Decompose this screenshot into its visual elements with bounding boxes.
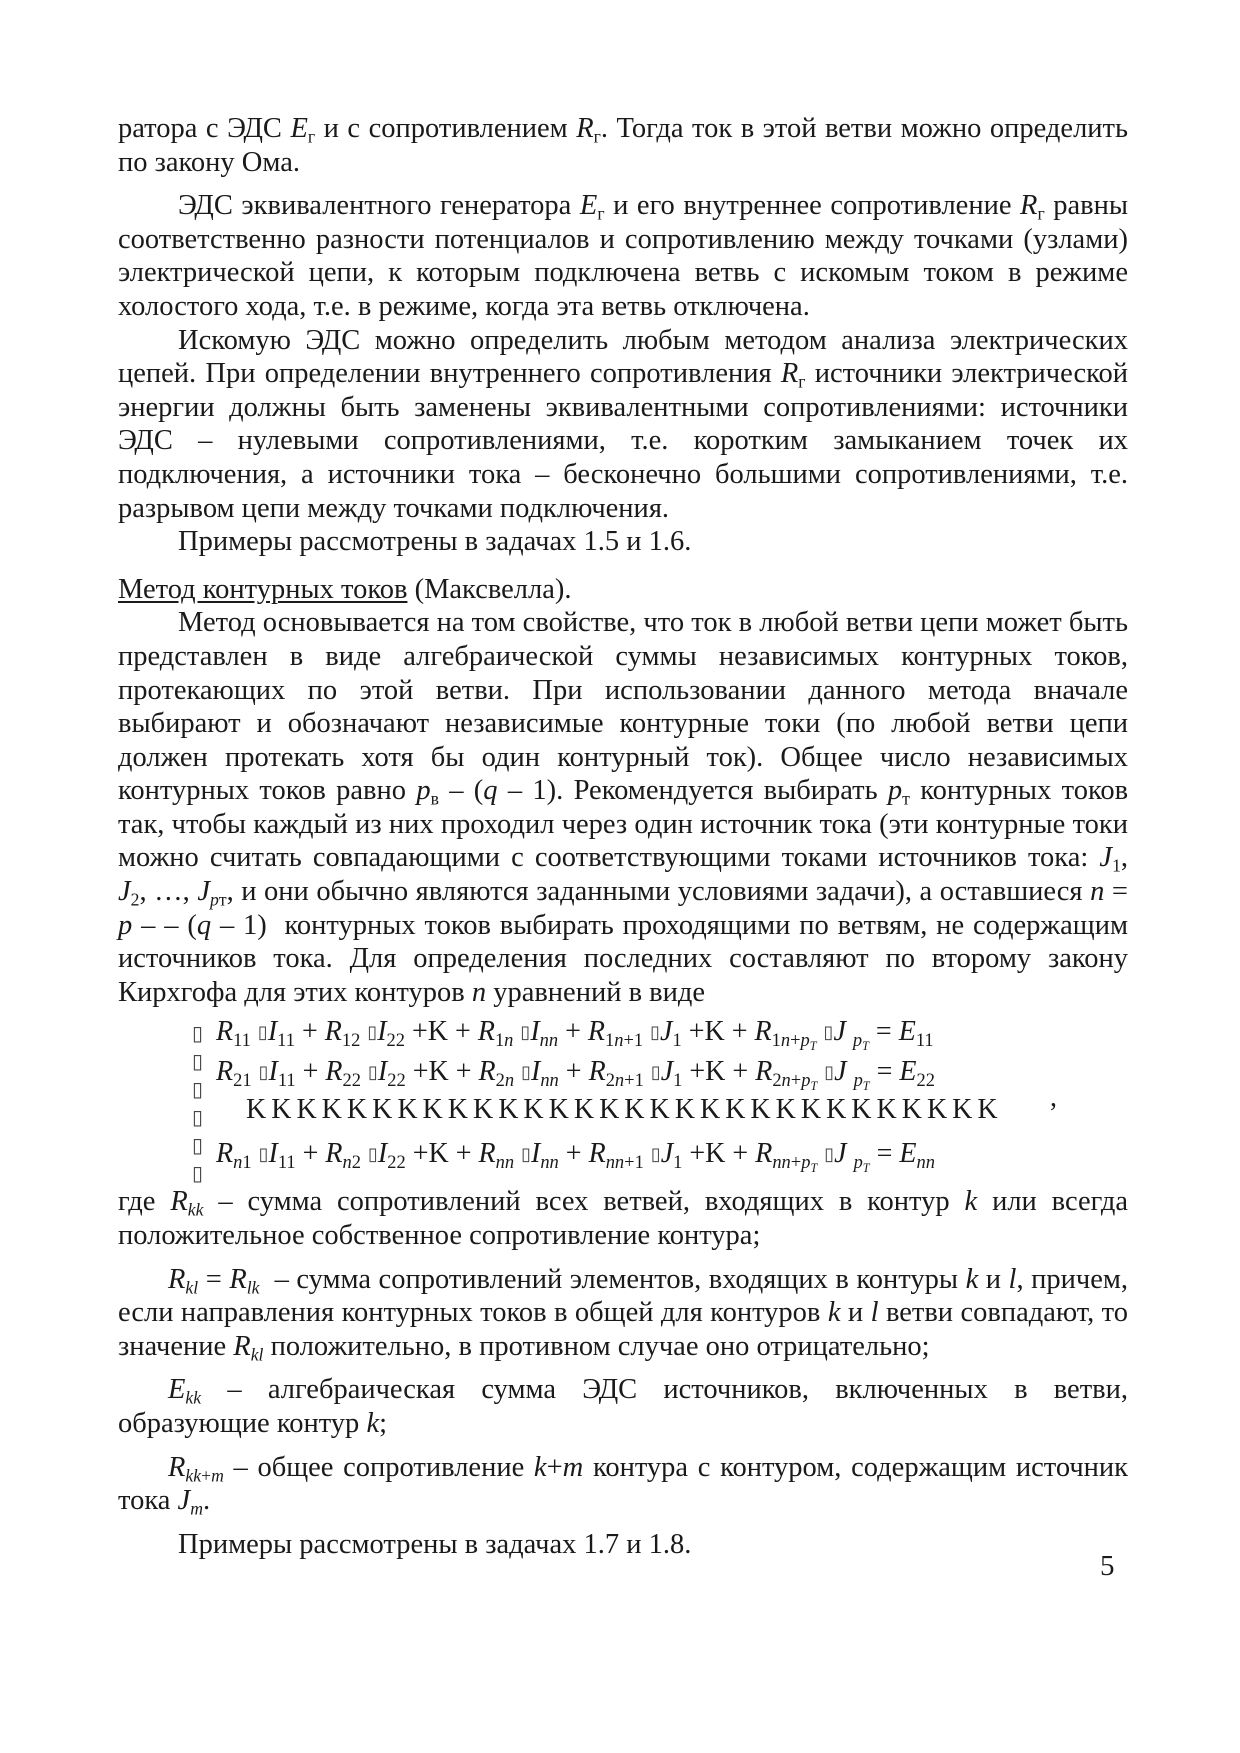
paragraph-3: Искомую ЭДС можно определить любым методом анализа электрических цепей. При определении внутреннего сопротивления $R_г$ источники электрической энергии должны быть заменены эквивалентными сопротивлениями: источники ЭДС – нулевыми сопротивлениями, т.е. коротким замыканием точек их подключения, а источники тока – бесконечно большими сопротивлениями, т.е. разрывом цепи между точками подключения. <box>118 324 1129 524</box>
paragraph-7: $R_{kl} = R_{lk}$ – сумма сопротивлений элементов, входящих в контуры k и l, причем, если направления контурных токов в общей для контуров k и l ветви совпадают, то значение $R_{kl}$ положительно, в противном случае оно отрицательно; <box>118 1263 1129 1365</box>
paragraph-9: $R_{kk+m}$ – общее сопротивление k+m контура с контуром, содержащим источник тока $J_m$. <box>118 1451 1129 1519</box>
paragraph-5: Метод основывается на том свойстве, что ток в любой ветви цепи может быть представлен в виде алгебраической суммы независимых контурных токов, протекающих по этой ветви. При использовании данного метода вначале выбирают и обозначают независимые контурные токи (по любой ветви цепи должен протекать хотя бы один контурный ток). Общее число независимых контурных токов равно $p_в - (q - 1)$. Рекомендуется выбирать $p_т$ контурных токов так, чтобы каждый из них проходил через один источник тока (эти контурные токи можно считать совпадающими с соответствующими токами источников тока: $J_1$, $J_2$, …, $J_{pт}$, и они обычно являются заданными условиями задачи), а оставшиеся n = p – – (q – 1) контурных токов выбирать проходящими по ветвям, не содержащим источников тока. Для определения последних составляют по второму закону Кирхгофа для этих контуров n уравнений в виде <box>118 607 1129 1008</box>
equation-row-2: $R_{21}$ $▯I_{11} + R_{22}$ $▯I_{22} +K + R_{2n}$ $▯I_{nn} + R_{2n+1}$ $▯J_1 +K + R_{2n+p_T}$ ▯J $_{p_T} = E_{22}$ <box>216 1056 935 1094</box>
brace-glyphs: ▯ ▯ ▯ ▯ ▯ ▯ <box>192 1021 204 1186</box>
paragraph-2: ЭДС эквивалентного генератора $E_г$ и его внутреннее сопротивление $R_г$ равны соответственно разности потенциалов и сопротивлению между точками (узлами) электрической цепи, к которым подключена ветвь с искомым током в режиме холостого хода, т.е. в режиме, когда эта ветвь отключена. <box>118 190 1129 322</box>
heading-underlined: Метод контурных токов <box>118 573 408 605</box>
equation-system <box>118 1013 1128 1186</box>
comma: , <box>1050 1082 1057 1114</box>
paragraph-4: Примеры рассмотрены в задачах 1.5 и 1.6. <box>178 526 692 558</box>
paragraph-10: Примеры рассмотрены в задачах 1.7 и 1.8. <box>178 1528 692 1560</box>
equation-row-n: $R_{n1}$ $▯I_{11} + R_{n2}$ $▯I_{22} +K + R_{nn}$ $▯I_{nn} + R_{nn+1}$ $▯J_1 +K + R_{nn+p_T}$ ▯J $_{p_T} = E_{nn}$ <box>216 1138 935 1176</box>
page-body <box>118 112 1128 1561</box>
page-number: 5 <box>1100 1550 1115 1582</box>
equation-row-1: $R_{11}$ $▯I_{11} + R_{12}$ $▯I_{22} +K + R_{1n}$ $▯I_{nn} + R_{1n+1}$ $▯J_1 +K + R_{1n+p_T}$ ▯J $_{p_T} = E_{11}$ <box>216 1016 934 1054</box>
equation-ellipsis-row: K K K K K K K K K K K K K K K K K K K K K K K K K K K K K K <box>246 1094 997 1126</box>
paragraph-8: $E_{kk}$ – алгебраическая сумма ЭДС источников, включенных в ветви, образующие контур k; <box>118 1374 1128 1439</box>
section-heading: Метод контурных токов (Максвелла). <box>118 573 572 605</box>
paragraph-6: где $R_{kk}$ – сумма сопротивлений всех ветвей, входящих в контур k или всегда положительное собственное сопротивление контура; <box>118 1186 1129 1252</box>
paragraph-1: ратора с ЭДС $E_г$ и с сопротивлением $R_г$. Тогда ток в этой ветви можно определить по закону Ома. <box>118 113 1128 178</box>
